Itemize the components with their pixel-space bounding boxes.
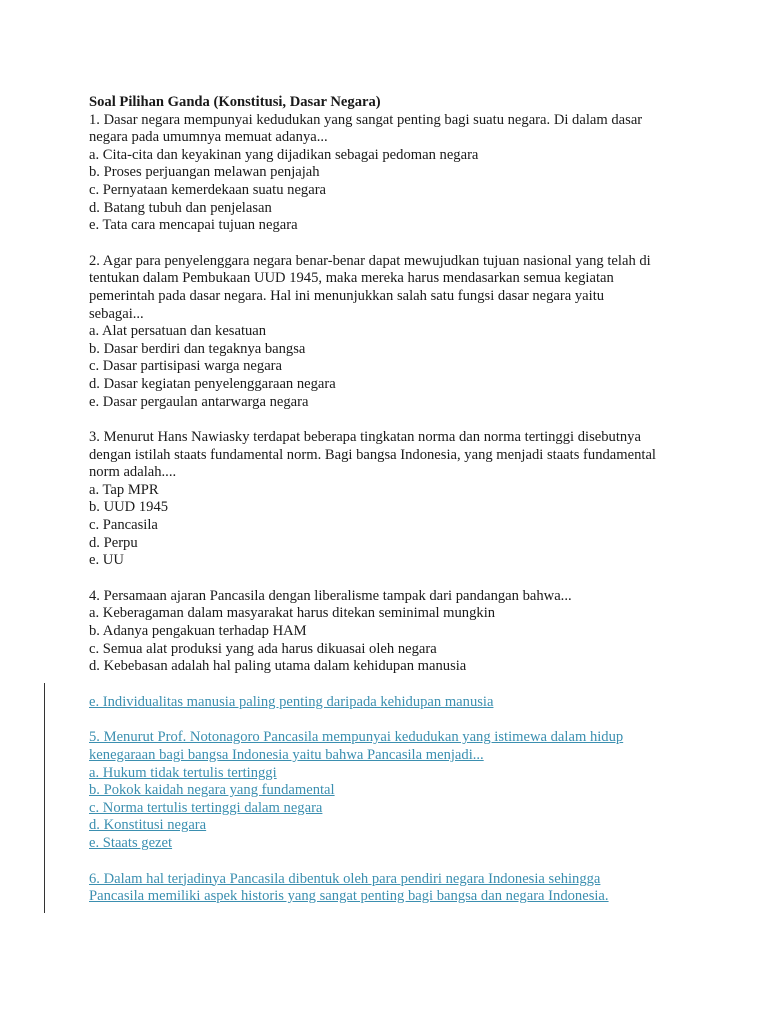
- answer-option: a. Tap MPR: [89, 481, 159, 498]
- document-page: [89, 94, 689, 906]
- question-3: [89, 429, 689, 570]
- question-text-line: pemerintah pada dasar negara. Hal ini menunjukkan salah satu fungsi dasar negara yaitu: [89, 287, 605, 304]
- answer-option: b. Dasar berdiri dan tegaknya bangsa: [89, 340, 306, 357]
- question-text-link[interactable]: 5. Menurut Prof. Notonagoro Pancasila mempunyai kedudukan yang istimewa dalam hidup: [89, 729, 624, 746]
- margin-change-bar: [44, 683, 45, 913]
- answer-option: b. Adanya pengakuan terhadap HAM: [89, 623, 307, 640]
- question-text-line: norm adalah....: [89, 464, 177, 481]
- answer-option: e. UU: [89, 552, 124, 569]
- answer-option: d. Kebebasan adalah hal paling utama dalam kehidupan manusia: [89, 658, 467, 675]
- answer-option-link[interactable]: b. Pokok kaidah negara yang fundamental: [89, 782, 335, 799]
- question-text-link[interactable]: kenegaraan bagi bangsa Indonesia yaitu bahwa Pancasila menjadi...: [89, 747, 484, 763]
- question-4: [89, 588, 689, 676]
- question-text-line: tentukan dalam Pembukaan UUD 1945, maka mereka harus mendasarkan semua kegiatan: [89, 270, 614, 287]
- question-text-line: negara pada umumnya memuat adanya...: [89, 129, 328, 146]
- answer-option: c. Dasar partisipasi warga negara: [89, 358, 283, 375]
- question-text-line: 2. Agar para penyelenggara negara benar-benar dapat mewujudkan tujuan nasional yang telah di: [89, 252, 651, 269]
- question-text-line: sebagai...: [89, 305, 144, 322]
- question-text-line: 3. Menurut Hans Nawiasky terdapat beberapa tingkatan norma dan norma tertinggi disebutnya: [89, 429, 641, 446]
- answer-option: d. Dasar kegiatan penyelenggaraan negara: [89, 375, 336, 392]
- question-5: [89, 729, 689, 852]
- answer-option: e. Tata cara mencapai tujuan negara: [89, 217, 298, 234]
- answer-option: c. Pancasila: [89, 517, 158, 534]
- answer-option-link[interactable]: e. Staats gezet: [89, 834, 173, 851]
- question-2: [89, 253, 689, 411]
- question-6: [89, 871, 689, 906]
- question-1: [89, 112, 689, 235]
- answer-option: a. Cita-cita dan keyakinan yang dijadikan sebagai pedoman negara: [89, 146, 479, 163]
- answer-option: e. Dasar pergaulan antarwarga negara: [89, 393, 309, 410]
- question-text-line: 4. Persamaan ajaran Pancasila dengan liberalisme tampak dari pandangan bahwa...: [89, 587, 572, 604]
- answer-option: b. Proses perjuangan melawan penjajah: [89, 164, 320, 181]
- answer-option: d. Batang tubuh dan penjelasan: [89, 199, 272, 216]
- answer-option-link[interactable]: d. Konstitusi negara: [89, 817, 207, 834]
- answer-option: c. Semua alat produksi yang ada harus dikuasai oleh negara: [89, 640, 437, 657]
- answer-option-link[interactable]: c. Norma tertulis tertinggi dalam negara: [89, 799, 323, 816]
- document-title: Soal Pilihan Ganda (Konstitusi, Dasar Negara): [89, 94, 381, 110]
- answer-option: a. Alat persatuan dan kesatuan: [89, 323, 267, 340]
- answer-option-link[interactable]: a. Hukum tidak tertulis tertinggi: [89, 764, 277, 781]
- answer-option: a. Keberagaman dalam masyarakat harus ditekan seminimal mungkin: [89, 605, 496, 622]
- question-text-line: 1. Dasar negara mempunyai kedudukan yang sangat penting bagi suatu negara. Di dalam dasar: [89, 111, 643, 128]
- answer-option-link[interactable]: e. Individualitas manusia paling penting daripada kehidupan manusia: [89, 693, 494, 710]
- answer-option: d. Perpu: [89, 534, 138, 551]
- answer-option: b. UUD 1945: [89, 499, 169, 516]
- question-text-link[interactable]: Pancasila memiliki aspek historis yang sangat penting bagi bangsa dan negara Indonesia.: [89, 888, 609, 905]
- question-text-line: dengan istilah staats fundamental norm. Bagi bangsa Indonesia, yang menjadi staats fundamental: [89, 446, 656, 463]
- answer-option: c. Pernyataan kemerdekaan suatu negara: [89, 181, 327, 198]
- question-text-link[interactable]: 6. Dalam hal terjadinya Pancasila dibentuk oleh para pendiri negara Indonesia sehingga: [89, 870, 601, 887]
